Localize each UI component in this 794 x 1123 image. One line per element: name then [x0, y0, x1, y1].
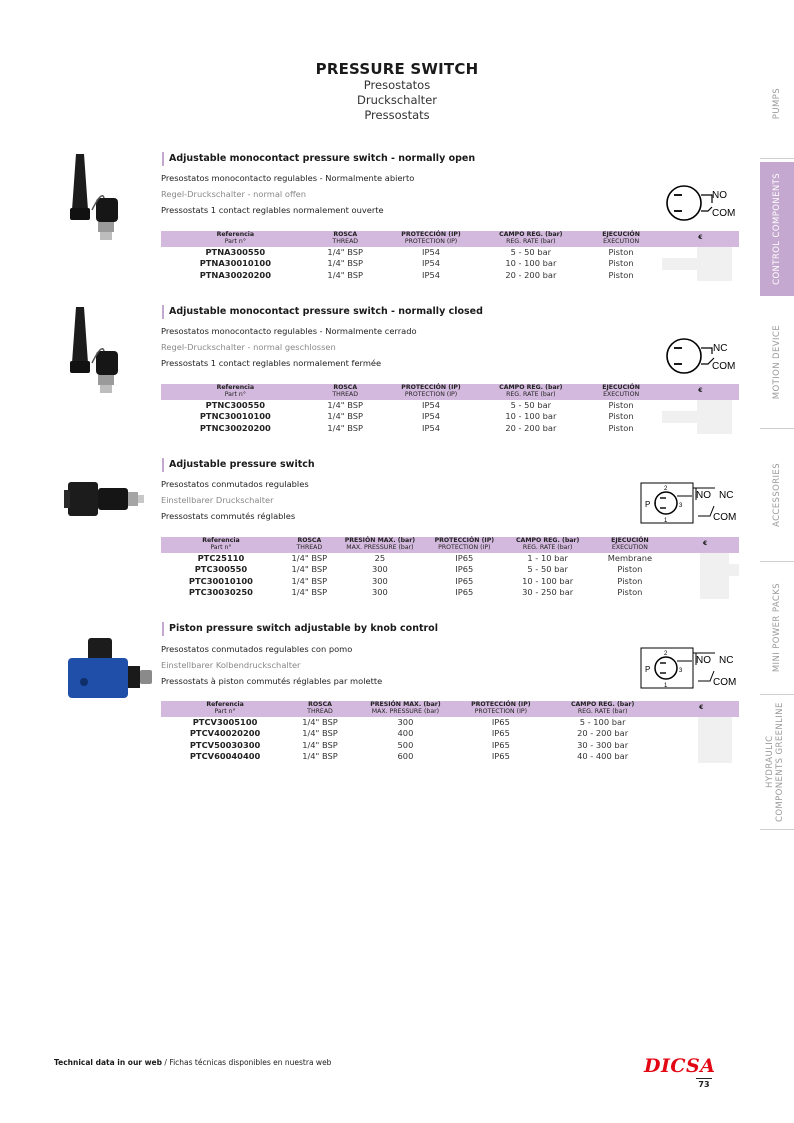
- symbol-port-2: 2: [664, 651, 668, 657]
- changeover-contact-symbol-knob: [640, 647, 740, 689]
- table-row: PTNC30010100 1/4" BSP IP54 10 - 100 bar Piston: [161, 411, 739, 423]
- footer-separator: /: [164, 1058, 167, 1067]
- page-title: PRESSURE SWITCH: [315, 60, 479, 78]
- table-row: PTC300550 1/4" BSP 300 IP65 5 - 50 bar Piston: [161, 564, 739, 576]
- symbol-com-label: COM: [713, 677, 737, 688]
- no-contact-symbol: [660, 185, 740, 221]
- table-row: PTNA30020200 1/4" BSP IP54 20 - 200 bar Piston: [199, 269, 634, 280]
- symbol-no-label: NO: [696, 490, 711, 501]
- table-no: [161, 231, 739, 281]
- nc-contact-symbol: [660, 338, 740, 374]
- table-row: PTC30010100 1/4" BSP 300 IP65 10 - 100 bar Piston: [188, 575, 643, 586]
- table-row: PTNC300550 1/4" BSP IP54 5 - 50 bar Piston: [161, 400, 739, 412]
- table-adjustable: [161, 537, 739, 599]
- pressure-switch-no-image: [62, 150, 132, 245]
- symbol-port-3: 3: [679, 668, 683, 674]
- table-header: Referencia Part n° ROSCA THREAD PRESIÓN MAX. (bar) MAX. PRESSURE (bar) PROTECCIÓN (IP) PROTECTION (IP) CAMPO REG. (bar) REG. RATE (bar) EJECUCIÓN EXECUTION €: [161, 537, 739, 553]
- section-desc-knob: Presostatos conmutados regulables con pomo Einstellbarer Kolbendruckschalter Pressostats à piston commutés réglables par molette: [161, 644, 383, 686]
- table-row: PTCV40020200 1/4" BSP 400 IP65 20 - 200 bar: [189, 728, 629, 739]
- symbol-port-2: 2: [664, 486, 668, 492]
- symbol-port-3: 3: [679, 503, 683, 509]
- subtitle-de: Druckschalter: [356, 93, 437, 107]
- symbol-no-label: NO: [712, 190, 727, 201]
- changeover-contact-symbol: [640, 482, 740, 524]
- symbol-com-label: COM: [713, 512, 737, 523]
- table-nc: [161, 384, 739, 434]
- side-tab-pumps[interactable]: PUMPS: [760, 50, 794, 159]
- section-desc-nc: Presostatos monocontacto regulables - Normalmente cerrado Regel-Druckschalter - normal geschlossen Pressostats 1 contact reglables normalement fermée: [161, 326, 417, 368]
- symbol-nc-label: NC: [719, 490, 734, 501]
- pressure-switch-nc-image: [62, 303, 132, 398]
- table-row: PTNA300550 1/4" BSP IP54 5 - 50 bar Piston: [161, 247, 739, 259]
- section-title-no: Adjustable monocontact pressure switch - normally open: [162, 152, 475, 166]
- symbol-p-label: P: [645, 500, 651, 509]
- table-row: PTCV3005100 1/4" BSP 300 IP65 5 - 100 bar: [161, 717, 739, 729]
- section-desc-no: Presostatos monocontacto regulables - Normalmente abierto Regel-Druckschalter - normal offen Pressostats 1 contact reglables normalement ouverte: [161, 173, 415, 215]
- page-number: 73: [696, 1078, 712, 1089]
- symbol-no-label: NO: [696, 655, 711, 666]
- subtitle-es: Presostatos: [363, 78, 431, 92]
- symbol-nc-label: NC: [713, 343, 728, 354]
- table-header: Referencia Part n° ROSCA THREAD PROTECCIÓN (IP) PROTECTION (IP) CAMPO REG. (bar) REG. RATE (bar) EJECUCIÓN EXECUTION €: [161, 384, 739, 400]
- section-title-adjustable: Adjustable pressure switch: [162, 458, 315, 472]
- footer-text: Fichas técnicas disponibles en nuestra web: [169, 1058, 332, 1067]
- section-title-nc: Adjustable monocontact pressure switch - normally closed: [162, 305, 483, 319]
- side-tab-hydraulic-greenline[interactable]: HYDRAULIC COMPONENTS GREENLINE: [760, 695, 794, 830]
- symbol-p-label: P: [645, 665, 651, 674]
- section-desc-adjustable: Presostatos conmutados regulables Einstellbarer Druckschalter Pressostats commutés réglables: [161, 479, 309, 521]
- dicsa-logo: DICSA: [644, 1055, 716, 1077]
- adjustable-pressure-switch-image: [62, 470, 147, 530]
- table-header: Referencia Part n° ROSCA THREAD PRESIÓN MAX. (bar) MAX. PRESSURE (bar) PROTECCIÓN (IP) PROTECTION (IP) CAMPO REG. (bar) REG. RATE (bar) €: [161, 701, 739, 717]
- side-tab-mini-power-packs[interactable]: MINI POWER PACKS: [760, 562, 794, 695]
- knob-pressure-switch-image: [62, 632, 157, 702]
- footer-bold: Technical data in our web: [54, 1058, 162, 1067]
- footer-note: [54, 1058, 331, 1067]
- symbol-port-1: 1: [664, 518, 668, 524]
- table-row: PTNC30020200 1/4" BSP IP54 20 - 200 bar Piston: [199, 422, 634, 433]
- table-header: Referencia Part n° ROSCA THREAD PROTECCIÓN (IP) PROTECTION (IP) CAMPO REG. (bar) REG. RATE (bar) EJECUCIÓN EXECUTION €: [161, 231, 739, 247]
- side-tab-control-components[interactable]: CONTROL COMPONENTS: [760, 162, 794, 296]
- symbol-com-label: COM: [712, 208, 736, 219]
- table-row: PTCV60040400 1/4" BSP 600 IP65 40 - 400 bar: [189, 751, 629, 762]
- subtitle-fr: Pressostats: [364, 108, 430, 122]
- table-row: PTNA30010100 1/4" BSP IP54 10 - 100 bar Piston: [161, 258, 739, 270]
- symbol-port-1: 1: [664, 683, 668, 689]
- table-row: PTC25110 1/4" BSP 25 IP65 1 - 10 bar Membrane: [161, 553, 739, 565]
- table-knob: [161, 701, 739, 763]
- side-tab-motion-device[interactable]: MOTION DEVICE: [760, 296, 794, 429]
- page-header: [0, 60, 794, 123]
- table-row: PTCV50030300 1/4" BSP 500 IP65 30 - 300 bar: [189, 739, 629, 750]
- table-row: PTC30030250 1/4" BSP 300 IP65 30 - 250 bar Piston: [188, 587, 643, 598]
- section-title-knob: Piston pressure switch adjustable by knob control: [162, 622, 438, 636]
- symbol-nc-label: NC: [719, 655, 734, 666]
- side-tab-accessories[interactable]: ACCESSORIES: [760, 429, 794, 562]
- symbol-com-label: COM: [712, 361, 736, 372]
